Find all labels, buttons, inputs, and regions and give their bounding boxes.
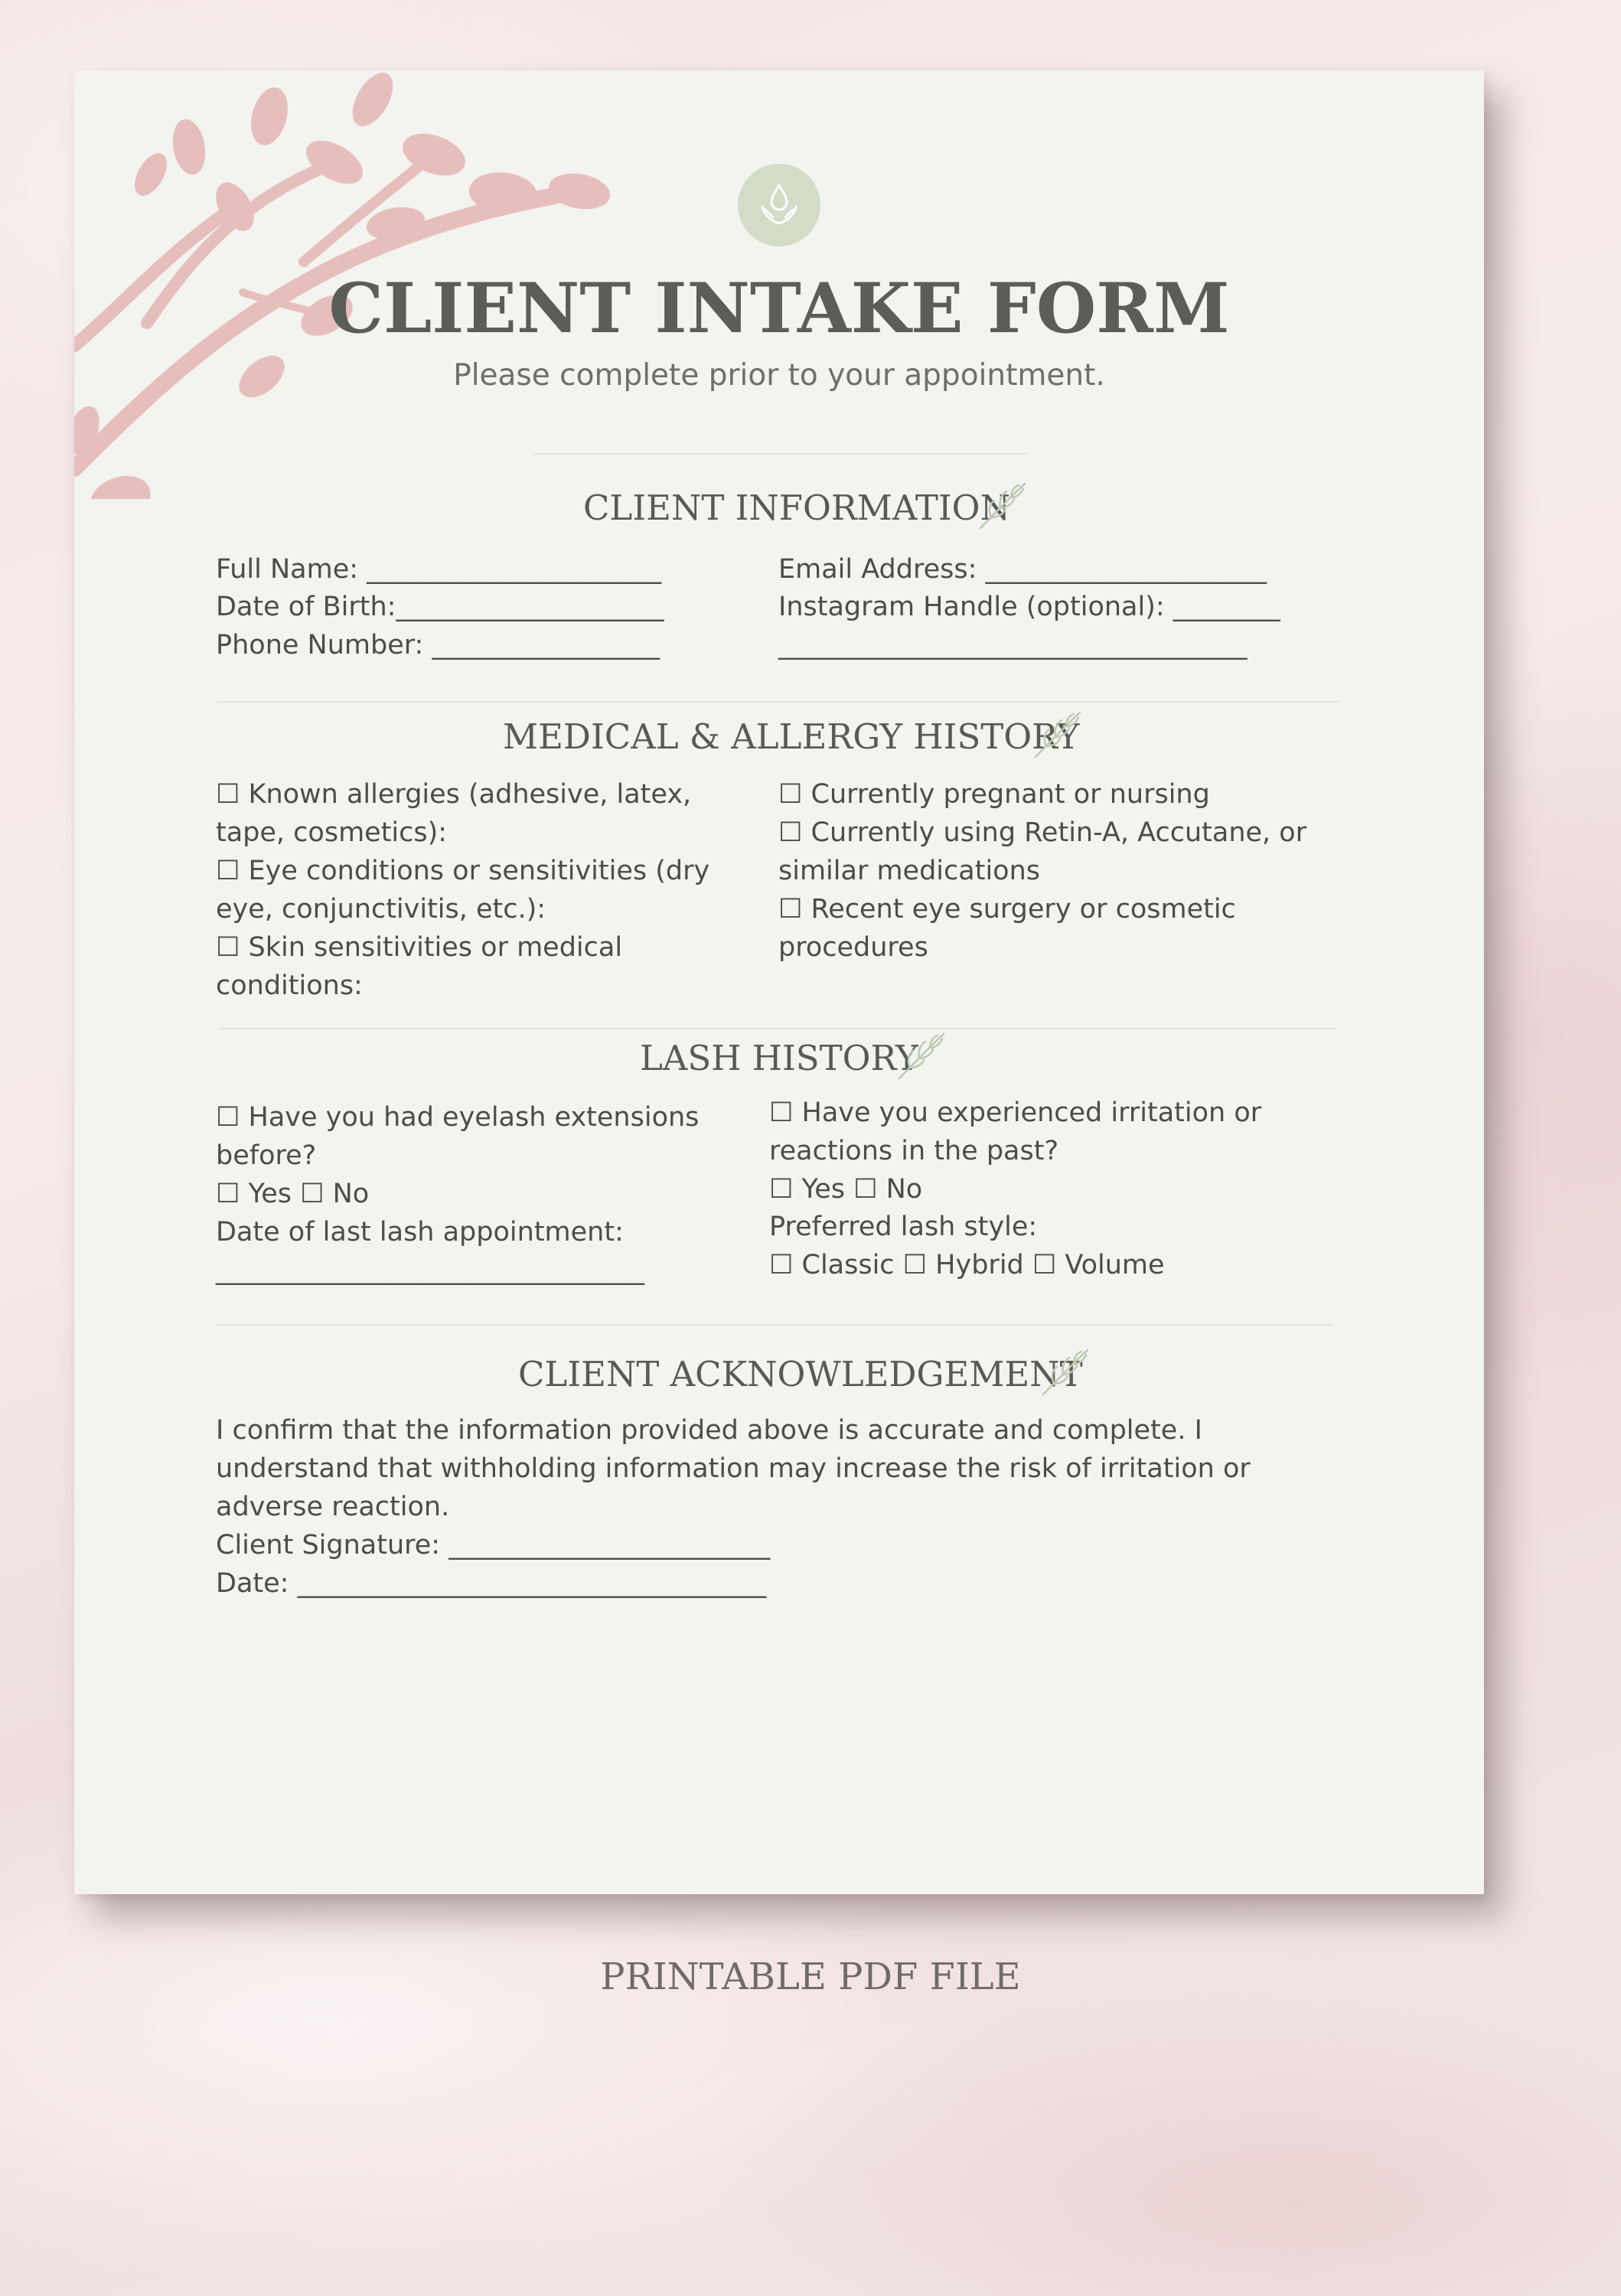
- irritation-checkbox[interactable]: ☐ Have you experienced irritation or reactions in the past?: [769, 1097, 1270, 1166]
- extra-line-field[interactable]: ___________________________________: [778, 630, 1248, 660]
- leaf-sprig-icon: [895, 1029, 948, 1083]
- divider: [216, 1324, 1333, 1326]
- leaf-sprig-icon: [1031, 708, 1084, 762]
- client-signature-field[interactable]: Client Signature: ________________________: [216, 1530, 771, 1561]
- acknowledgement-heading: CLIENT ACKNOWLEDGEMENT: [518, 1354, 1083, 1394]
- lash-style-options[interactable]: ☐ Classic ☐ Hybrid ☐ Volume: [769, 1250, 1165, 1280]
- preferred-style-label: Preferred lash style:: [769, 1212, 1038, 1242]
- divider: [217, 701, 1339, 703]
- extensions-yes-no[interactable]: ☐ Yes ☐ No: [216, 1179, 370, 1209]
- phone-number-field[interactable]: Phone Number: _________________: [216, 630, 660, 660]
- divider: [533, 453, 1027, 455]
- medical-history-heading: MEDICAL & ALLERGY HISTORY: [503, 716, 1080, 757]
- last-appointment-label: Date of last lash appointment:: [216, 1217, 624, 1247]
- pregnant-checkbox[interactable]: ☐ Currently pregnant or nursing: [778, 779, 1210, 810]
- had-extensions-checkbox[interactable]: ☐ Have you had eyelash extensions before?: [216, 1102, 708, 1171]
- lash-history-heading: LASH HISTORY: [640, 1038, 918, 1078]
- printable-pdf-label: PRINTABLE PDF FILE: [600, 1955, 1021, 1998]
- full-name-field[interactable]: Full Name: ______________________: [216, 554, 662, 585]
- last-appointment-field[interactable]: ________________________________: [216, 1255, 644, 1286]
- form-sheet: [74, 70, 1484, 1894]
- acknowledgement-statement: I confirm that the information provided above is accurate and complete. I understand that withholding information may increase the risk of irritation or adverse reaction.: [216, 1415, 1259, 1522]
- date-of-birth-field[interactable]: Date of Birth:____________________: [216, 592, 664, 622]
- instagram-handle-field[interactable]: Instagram Handle (optional): ________: [778, 592, 1280, 622]
- leaf-sprig-icon: [976, 479, 1029, 533]
- client-information-heading: CLIENT INFORMATION: [583, 488, 1010, 528]
- eye-conditions-checkbox[interactable]: ☐ Eye conditions or sensitivities (dry eye, conjunctivitis, etc.):: [216, 856, 719, 925]
- email-address-field[interactable]: Email Address: _____________________: [778, 554, 1267, 585]
- known-allergies-checkbox[interactable]: ☐ Known allergies (adhesive, latex, tape, cosmetics):: [216, 779, 700, 848]
- date-field[interactable]: Date: ___________________________________: [216, 1568, 767, 1599]
- page-subtitle: Please complete prior to your appointment.: [453, 358, 1105, 393]
- skin-sensitivities-checkbox[interactable]: ☐ Skin sensitivities or medical conditions:: [216, 932, 631, 1001]
- page-title: CLIENT INTAKE FORM: [328, 268, 1230, 349]
- water-drop-hands-icon: [738, 164, 820, 246]
- medications-checkbox[interactable]: ☐ Currently using Retin-A, Accutane, or similar medications: [778, 817, 1316, 886]
- leaf-sprig-icon: [1039, 1345, 1092, 1399]
- divider: [220, 1028, 1337, 1029]
- irritation-yes-no[interactable]: ☐ Yes ☐ No: [769, 1174, 923, 1205]
- eye-surgery-checkbox[interactable]: ☐ Recent eye surgery or cosmetic procedures: [778, 894, 1244, 963]
